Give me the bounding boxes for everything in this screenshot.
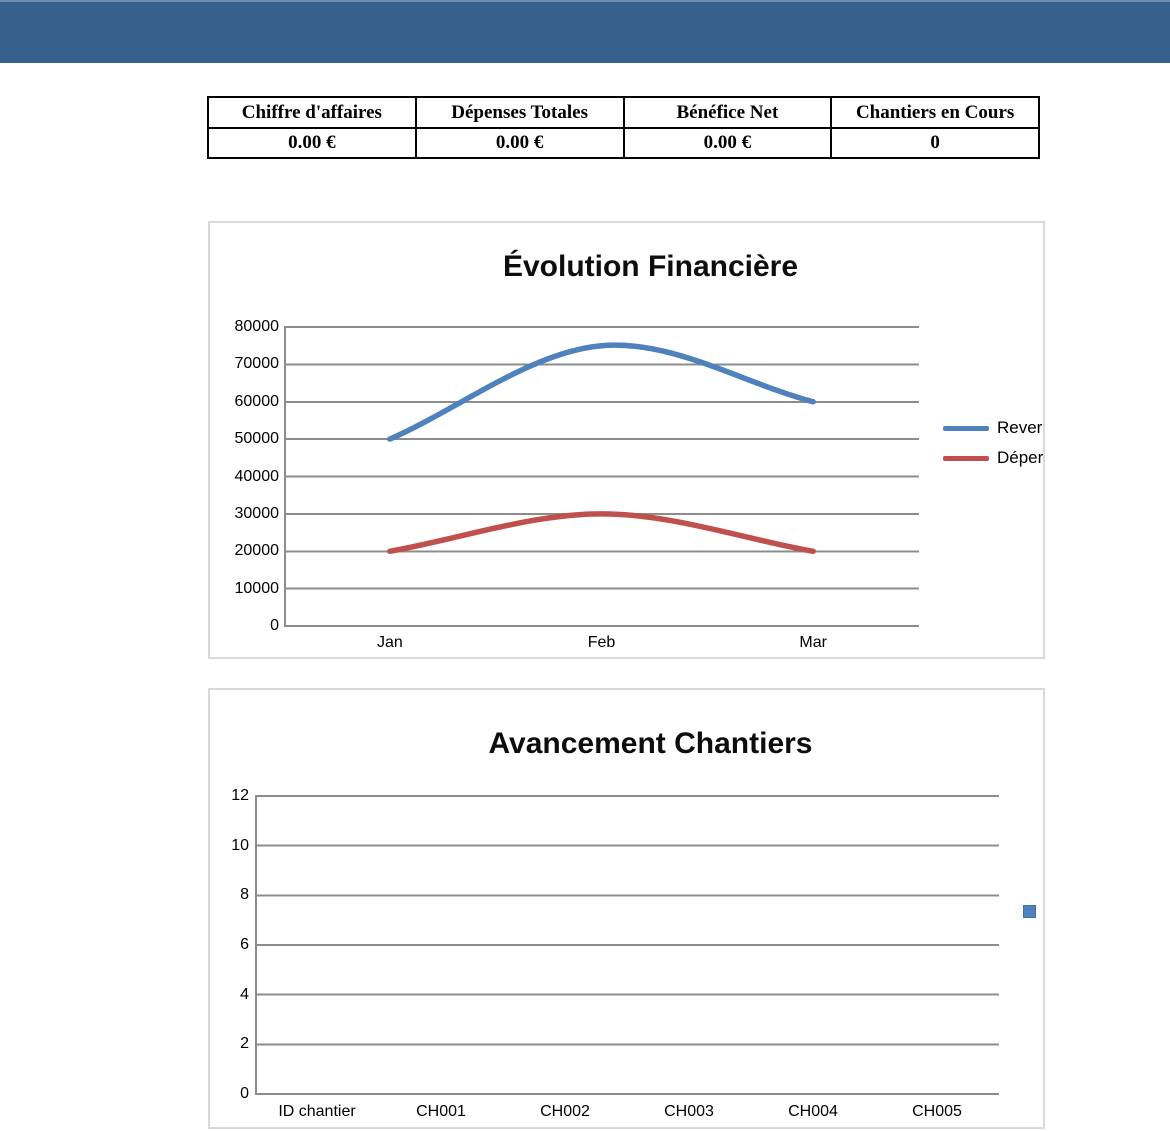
y-axis-tick-label: 80000: [234, 318, 279, 335]
x-axis-tick-label: ID chantier: [278, 1103, 356, 1120]
y-axis-tick-label: 0: [240, 1085, 249, 1102]
y-axis-tick-label: 12: [231, 787, 249, 804]
chart-evolution-financiere[interactable]: [208, 221, 1045, 659]
x-axis-tick-label: Feb: [587, 634, 616, 651]
legend-line-swatch-blue: [943, 426, 989, 431]
x-axis-tick-label: CH001: [416, 1103, 466, 1120]
y-axis-tick-label: 30000: [234, 504, 279, 522]
kpi-header-chantiers-en-cours[interactable]: Chantiers en Cours: [831, 97, 1039, 128]
legend-item-depenses: [943, 449, 1043, 467]
x-axis-tick-label: Jan: [376, 634, 403, 651]
legend-label: Déper: [997, 448, 1044, 467]
kpi-header-benefice-net[interactable]: Bénéfice Net: [624, 97, 832, 128]
y-axis-tick-label: 10: [231, 836, 249, 854]
y-axis-tick-label: 60000: [234, 392, 279, 410]
legend-line-swatch-red: [943, 456, 989, 461]
kpi-value-row: [208, 128, 1039, 158]
x-axis-tick-label: CH005: [912, 1103, 962, 1120]
y-axis-tick-label: 50000: [234, 430, 279, 448]
kpi-value-benefice-net[interactable]: 0.00 €: [624, 128, 832, 158]
y-axis-tick-label: 20000: [234, 542, 279, 560]
y-axis-tick-label: 6: [240, 936, 249, 953]
y-axis-tick-label: 2: [240, 1035, 249, 1053]
legend-label: Rever: [997, 418, 1043, 437]
kpi-table: [207, 96, 1040, 159]
y-axis-tick-label: 4: [240, 985, 249, 1003]
kpi-header-chiffre-affaires[interactable]: Chiffre d'affaires: [208, 97, 416, 128]
kpi-header-depenses-totales[interactable]: Dépenses Totales: [416, 97, 624, 128]
window-title-bar: [0, 0, 1170, 63]
y-axis-tick-label: 8: [240, 886, 249, 904]
x-axis-tick-label: CH004: [788, 1103, 838, 1120]
line-plot-area: [284, 327, 919, 626]
chart-title: Avancement Chantiers: [488, 727, 813, 760]
series-line-0: [390, 345, 813, 439]
kpi-value-chiffre-affaires[interactable]: 0.00 €: [208, 128, 416, 158]
kpi-value-depenses-totales[interactable]: 0.00 €: [416, 128, 624, 158]
kpi-value-chantiers-en-cours[interactable]: 0: [831, 128, 1039, 158]
x-axis-tick-label: CH003: [664, 1103, 714, 1120]
kpi-header-row: [208, 97, 1039, 128]
bar-plot-area: [255, 796, 999, 1094]
x-axis-tick-label: Mar: [799, 634, 827, 651]
y-axis-tick-label: 40000: [234, 467, 279, 485]
chart-avancement-chantiers[interactable]: [208, 688, 1045, 1129]
y-axis-tick-label: 70000: [234, 355, 279, 373]
y-axis-tick-label: 0: [270, 617, 279, 634]
legend-square-swatch-blue: [1023, 905, 1036, 918]
chart-title: Évolution Financière: [502, 250, 799, 283]
series-line-1: [390, 514, 813, 551]
legend-item-revenus: [943, 419, 1042, 437]
y-axis-tick-label: 10000: [234, 579, 279, 597]
x-axis-tick-label: CH002: [540, 1103, 590, 1120]
